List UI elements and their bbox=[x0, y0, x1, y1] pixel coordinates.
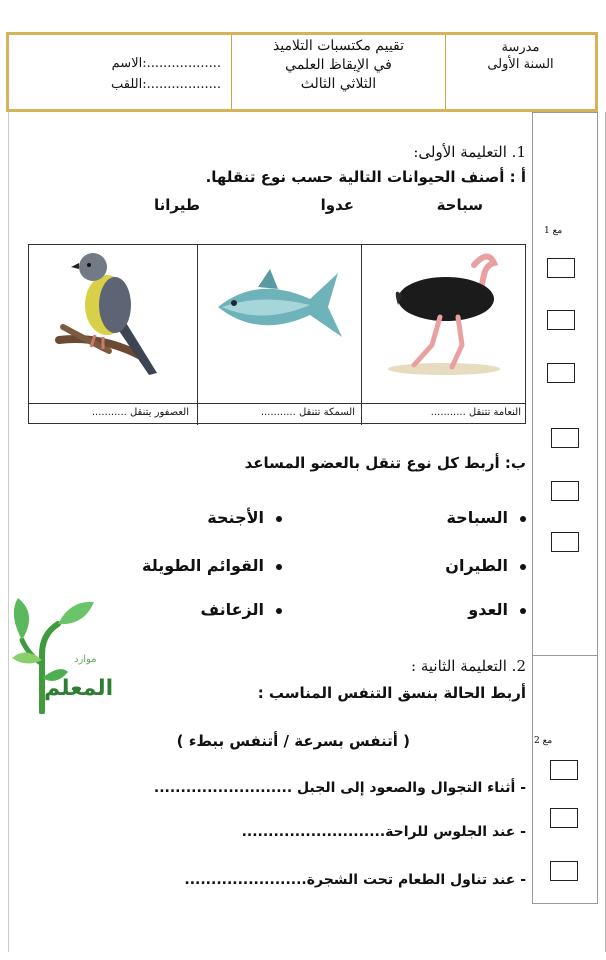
ostrich-image bbox=[362, 245, 528, 405]
situation-item: - عند تناول الطعام تحت الشجرة....................... bbox=[184, 872, 526, 888]
caption-ostrich: النعامة تتنقل ........... bbox=[430, 407, 521, 418]
title-line2: في الإيقاظ العلمي bbox=[285, 57, 392, 73]
student-cell bbox=[9, 35, 231, 109]
site-logo bbox=[8, 594, 118, 714]
instruction2-heading: 2. التعليمة الثانية : bbox=[411, 657, 526, 675]
organ-item bbox=[207, 508, 282, 527]
animal-pictures-table bbox=[28, 244, 526, 424]
surname-field: اللقب:.................. bbox=[111, 77, 221, 92]
score-box bbox=[547, 363, 575, 383]
captions-row bbox=[29, 403, 525, 423]
school-label: مدرسة bbox=[501, 40, 540, 55]
score-box bbox=[547, 310, 575, 330]
score-column bbox=[532, 112, 598, 904]
fish-cell bbox=[197, 245, 361, 425]
instruction2-prompt: أربط الحالة بنسق التنفس المناسب : bbox=[257, 684, 526, 702]
bullet-icon bbox=[520, 516, 526, 522]
score-box bbox=[550, 861, 578, 881]
instruction1-part-a: أ : أصنف الحيوانات التالية حسب نوع تنقلها. bbox=[205, 168, 526, 186]
bullet-icon bbox=[276, 564, 282, 570]
logo-small-text: موارد bbox=[74, 654, 97, 665]
instruction1-heading: 1. التعليمة الأولى: bbox=[413, 143, 526, 161]
header-table bbox=[6, 32, 598, 112]
school-cell bbox=[445, 35, 595, 109]
bullet-icon bbox=[520, 608, 526, 614]
criterion1-label: مع 1 bbox=[544, 226, 563, 236]
option-swimming: سباحة bbox=[436, 196, 483, 214]
bullet-icon bbox=[276, 608, 282, 614]
organ-label: القوائم الطويلة bbox=[142, 556, 264, 575]
score-box bbox=[550, 808, 578, 828]
title-line1: تقييم مكتسبات التلاميذ bbox=[272, 38, 405, 54]
organ-label: الزعانف bbox=[200, 600, 264, 619]
situation-item: - عند الجلوس للراحة........................... bbox=[241, 824, 526, 840]
movement-label: الطيران bbox=[445, 556, 508, 575]
score-box bbox=[550, 760, 578, 780]
score-box bbox=[547, 258, 575, 278]
score-separator bbox=[532, 655, 598, 656]
organ-item bbox=[142, 556, 282, 575]
situation-item: - أثناء التجوال والصعود إلى الجبل .......................... bbox=[153, 780, 526, 796]
caption-bird: العصفور يتنقل ........... bbox=[91, 407, 189, 418]
name-field: الاسم:.................. bbox=[111, 56, 221, 71]
option-flying: طيرانا bbox=[154, 196, 200, 214]
movement-item bbox=[446, 508, 526, 527]
bird-image bbox=[29, 245, 197, 405]
title-line3: الثلاثي الثالث bbox=[300, 76, 377, 92]
fish-image bbox=[198, 245, 362, 405]
option-running: عدوا bbox=[320, 196, 354, 214]
bullet-icon bbox=[520, 564, 526, 570]
organ-item bbox=[201, 600, 282, 619]
year-label: السنة الأولى bbox=[487, 57, 554, 72]
title-cell bbox=[231, 35, 445, 109]
ostrich-cell bbox=[361, 245, 527, 425]
movement-label: العدو bbox=[468, 600, 508, 619]
caption-fish: السمكة تتنقل ........... bbox=[260, 407, 355, 418]
criterion2-label: مع 2 bbox=[534, 736, 553, 746]
page-border-left bbox=[8, 112, 9, 952]
movement-item bbox=[445, 556, 526, 575]
score-box bbox=[551, 481, 579, 501]
bird-cell bbox=[29, 245, 197, 425]
instruction1-part-b: ب: أربط كل نوع تنقل بالعضو المساعد bbox=[244, 454, 526, 472]
logo-big-text: المعلم bbox=[44, 676, 114, 701]
score-box bbox=[551, 532, 579, 552]
breathing-choices: ( أتنفس بسرعة / أتنفس ببطء ) bbox=[176, 732, 410, 750]
movement-item bbox=[468, 600, 526, 619]
score-box bbox=[551, 428, 579, 448]
movement-label: السباحة bbox=[446, 508, 508, 527]
organ-label: الأجنحة bbox=[207, 508, 264, 527]
bullet-icon bbox=[276, 516, 282, 522]
